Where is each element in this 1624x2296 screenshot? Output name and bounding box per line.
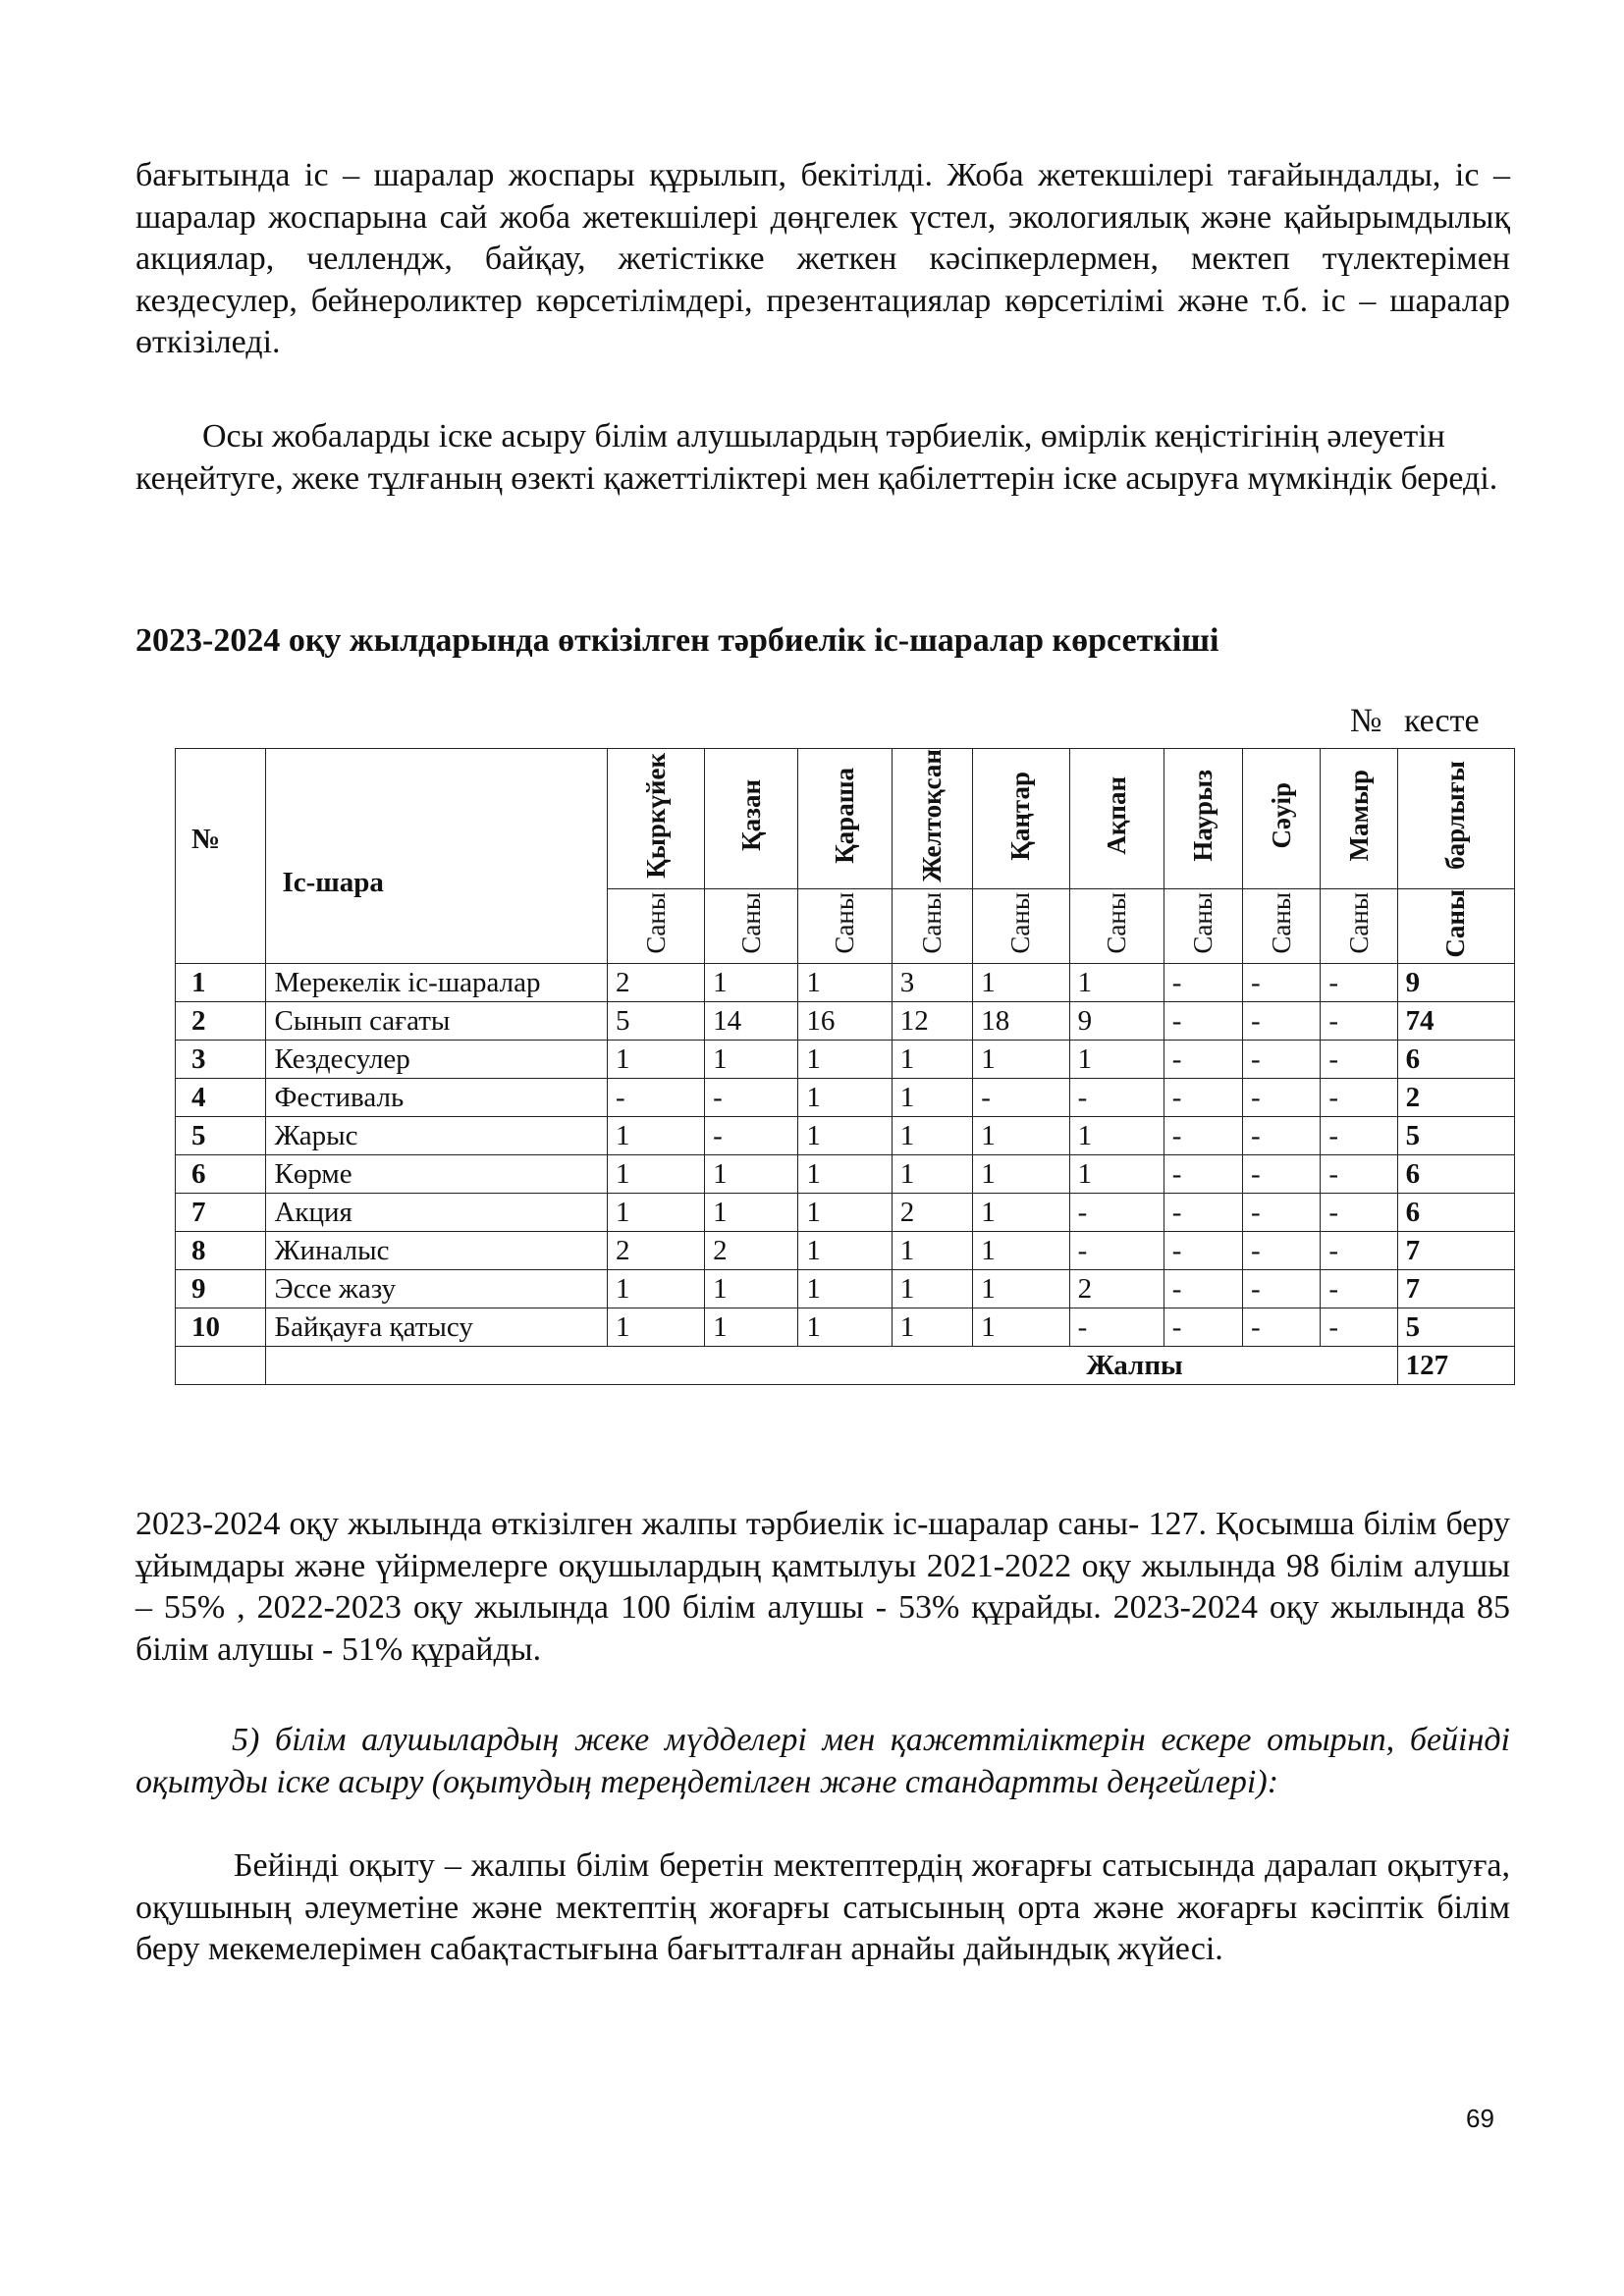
row-month-value: 1 bbox=[1069, 1155, 1164, 1194]
row-month-value: - bbox=[973, 1079, 1069, 1117]
row-month-value: 1 bbox=[798, 1117, 892, 1155]
row-month-value: 1 bbox=[973, 964, 1069, 1002]
row-month-value: 1 bbox=[892, 1079, 973, 1117]
table-row bbox=[176, 1194, 1515, 1232]
row-month-value: 1 bbox=[973, 1155, 1069, 1194]
row-month-value: 1 bbox=[798, 1041, 892, 1079]
table-caption: № кесте bbox=[1350, 703, 1480, 739]
header-month-label: Қазан bbox=[735, 779, 766, 852]
header-month bbox=[1397, 749, 1514, 889]
row-month-value: - bbox=[1069, 1308, 1164, 1347]
row-total: 9 bbox=[1397, 964, 1514, 1002]
row-month-value: 2 bbox=[607, 1232, 704, 1270]
header-count bbox=[892, 888, 973, 964]
row-month-value: 2 bbox=[705, 1232, 798, 1270]
row-month-value: 1 bbox=[973, 1041, 1069, 1079]
row-total: 7 bbox=[1397, 1270, 1514, 1308]
row-month-value: - bbox=[705, 1079, 798, 1117]
header-count-label: Саны bbox=[1440, 888, 1471, 958]
row-month-value: - bbox=[1164, 1117, 1242, 1155]
header-month bbox=[1164, 749, 1242, 889]
row-month-value: - bbox=[1243, 1155, 1321, 1194]
row-month-value: 1 bbox=[798, 964, 892, 1002]
row-month-value: 5 bbox=[607, 1002, 704, 1041]
row-total: 7 bbox=[1397, 1232, 1514, 1270]
header-month bbox=[798, 749, 892, 889]
row-number: 3 bbox=[176, 1041, 266, 1079]
row-event-name: Акция bbox=[266, 1194, 607, 1232]
row-event-name: Жарыс bbox=[266, 1117, 607, 1155]
table-row bbox=[176, 1155, 1515, 1194]
row-month-value: 3 bbox=[892, 964, 973, 1002]
header-month bbox=[892, 749, 973, 889]
row-month-value: - bbox=[1164, 1308, 1242, 1347]
header-count bbox=[1069, 888, 1164, 964]
row-month-value: 1 bbox=[607, 1270, 704, 1308]
row-month-value: 1 bbox=[973, 1232, 1069, 1270]
header-count bbox=[1321, 888, 1397, 964]
header-count-label: Саны bbox=[1005, 892, 1036, 954]
section-heading: 2023-2024 оқу жылдарында өткізілген тәрбиелік іс-шаралар көрсеткіші bbox=[135, 622, 1219, 659]
table-row bbox=[176, 1041, 1515, 1079]
row-month-value: - bbox=[1069, 1232, 1164, 1270]
row-total: 5 bbox=[1397, 1308, 1514, 1347]
row-month-value: - bbox=[1243, 1270, 1321, 1308]
row-month-value: - bbox=[1321, 1002, 1397, 1041]
row-month-value: 1 bbox=[892, 1232, 973, 1270]
paragraph-projects: бағытында іс – шаралар жоспары құрылып, бекітілді. Жоба жетекшілері тағайындалды, іс – шаралар жоспарына сай жоба жетекшілері дөңгелек үстел, экологиялық және қайырымдылық акциялар, челлендж, байқау, жетістікке жеткен кәсіпкерлермен, мектеп түлектерімен кездесулер, бейнероликтер көрсетілімдері, презентациялар көрсетілімі және т.б. іс – шаралар өткізіледі. bbox=[135, 157, 1510, 360]
row-month-value: - bbox=[1321, 1041, 1397, 1079]
row-month-value: - bbox=[1243, 1194, 1321, 1232]
row-total: 6 bbox=[1397, 1194, 1514, 1232]
table-header-row bbox=[176, 749, 1515, 889]
row-number: 9 bbox=[176, 1270, 266, 1308]
row-month-value: 1 bbox=[798, 1155, 892, 1194]
row-month-value: 1 bbox=[798, 1270, 892, 1308]
row-month-value: 1 bbox=[973, 1194, 1069, 1232]
table-row bbox=[176, 1232, 1515, 1270]
row-month-value: - bbox=[1321, 1308, 1397, 1347]
row-month-value: 1 bbox=[892, 1117, 973, 1155]
header-month-label: Желтоқсан bbox=[917, 749, 947, 882]
row-month-value: 1 bbox=[892, 1041, 973, 1079]
row-month-value: - bbox=[1321, 1194, 1397, 1232]
header-month bbox=[1069, 749, 1164, 889]
row-total: 74 bbox=[1397, 1002, 1514, 1041]
row-number: 2 bbox=[176, 1002, 266, 1041]
row-event-name: Жиналыс bbox=[266, 1232, 607, 1270]
row-month-value: 1 bbox=[705, 1270, 798, 1308]
row-month-value: 2 bbox=[1069, 1270, 1164, 1308]
table-row bbox=[176, 964, 1515, 1002]
row-month-value: 1 bbox=[607, 1117, 704, 1155]
header-count bbox=[973, 888, 1069, 964]
row-month-value: 1 bbox=[705, 1041, 798, 1079]
header-month bbox=[973, 749, 1069, 889]
row-month-value: 1 bbox=[1069, 964, 1164, 1002]
row-number: 10 bbox=[176, 1308, 266, 1347]
table-row bbox=[176, 1117, 1515, 1155]
row-month-value: 1 bbox=[892, 1155, 973, 1194]
row-month-value: - bbox=[1243, 1232, 1321, 1270]
row-month-value: - bbox=[607, 1079, 704, 1117]
header-count bbox=[607, 888, 704, 964]
row-total: 6 bbox=[1397, 1041, 1514, 1079]
row-month-value: 1 bbox=[705, 964, 798, 1002]
row-month-value: 1 bbox=[798, 1194, 892, 1232]
header-count-label: Саны bbox=[640, 892, 671, 954]
header-count-label: Саны bbox=[917, 892, 947, 954]
row-month-value: 1 bbox=[607, 1155, 704, 1194]
header-count-label: Саны bbox=[830, 892, 860, 954]
header-number: № bbox=[176, 749, 266, 964]
paragraph-implementation: Осы жобаларды іске асыру білім алушылардың тәрбиелік, өмірлік кеңістігінің әлеуетін кеңейтуге, жеке тұлғаның өзекті қажеттіліктері мен қабілеттерін іске асыруға мүмкіндік береді. bbox=[135, 418, 1498, 497]
paragraph-summary: 2023-2024 оқу жылында өткізілген жалпы тәрбиелік іс-шаралар саны- 127. Қосымша білім беру ұйымдары және үйірмелерге оқушылардың қамтылуы 2021-2022 оқу жылында 98 білім алушы – 55% , 2022-2023 оқу жылында 100 білім алушы - 53% құрайды. 2023-2024 оқу жылында 85 білім алушы - 51% құрайды. bbox=[135, 1506, 1510, 1668]
row-month-value: 1 bbox=[1069, 1117, 1164, 1155]
row-number: 5 bbox=[176, 1117, 266, 1155]
row-month-value: - bbox=[1243, 1002, 1321, 1041]
header-month-label: Қаңтар bbox=[1005, 771, 1036, 861]
header-event: Іс-шара bbox=[266, 749, 607, 964]
header-count-label: Саны bbox=[1101, 892, 1131, 954]
header-count-label: Саны bbox=[735, 892, 766, 954]
row-month-value: - bbox=[1321, 1117, 1397, 1155]
row-month-value: - bbox=[1321, 1232, 1397, 1270]
header-month-label: Қыркүйек bbox=[640, 752, 671, 879]
header-month-label: Ақпан bbox=[1101, 776, 1131, 855]
row-number: 7 bbox=[176, 1194, 266, 1232]
row-event-name: Көрме bbox=[266, 1155, 607, 1194]
header-count-label: Саны bbox=[1187, 892, 1218, 954]
row-total: 6 bbox=[1397, 1155, 1514, 1194]
row-month-value: 2 bbox=[892, 1194, 973, 1232]
row-month-value: 1 bbox=[892, 1270, 973, 1308]
row-month-value: 1 bbox=[973, 1117, 1069, 1155]
row-month-value: - bbox=[1321, 1270, 1397, 1308]
header-month-label: Наурыз bbox=[1187, 770, 1218, 862]
row-month-value: 1 bbox=[798, 1308, 892, 1347]
header-count bbox=[1164, 888, 1242, 964]
row-number: 6 bbox=[176, 1155, 266, 1194]
row-month-value: 1 bbox=[973, 1308, 1069, 1347]
total-label: Жалпы bbox=[266, 1347, 1397, 1385]
row-month-value: 1 bbox=[798, 1079, 892, 1117]
header-month bbox=[1243, 749, 1321, 889]
row-month-value: - bbox=[1243, 964, 1321, 1002]
row-number: 8 bbox=[176, 1232, 266, 1270]
header-count bbox=[705, 888, 798, 964]
row-month-value: - bbox=[1321, 1155, 1397, 1194]
row-month-value: - bbox=[1164, 1232, 1242, 1270]
header-month bbox=[705, 749, 798, 889]
row-event-name: Эссе жазу bbox=[266, 1270, 607, 1308]
row-month-value: 9 bbox=[1069, 1002, 1164, 1041]
row-month-value: 1 bbox=[798, 1232, 892, 1270]
page-number: 69 bbox=[1466, 2104, 1494, 2133]
row-event-name: Сынып сағаты bbox=[266, 1002, 607, 1041]
row-month-value: - bbox=[705, 1117, 798, 1155]
header-count bbox=[1397, 888, 1514, 964]
row-total: 2 bbox=[1397, 1079, 1514, 1117]
row-month-value: 1 bbox=[607, 1308, 704, 1347]
row-month-value: 18 bbox=[973, 1002, 1069, 1041]
header-month-label: Қараша bbox=[830, 767, 860, 864]
row-month-value: - bbox=[1164, 964, 1242, 1002]
row-month-value: - bbox=[1069, 1079, 1164, 1117]
row-month-value: - bbox=[1164, 1270, 1242, 1308]
row-total: 5 bbox=[1397, 1117, 1514, 1155]
table-row bbox=[176, 1079, 1515, 1117]
events-table bbox=[175, 748, 1515, 1385]
table-row bbox=[176, 1270, 1515, 1308]
row-month-value: 12 bbox=[892, 1002, 973, 1041]
row-event-name: Кездесулер bbox=[266, 1041, 607, 1079]
row-month-value: 1 bbox=[607, 1041, 704, 1079]
row-month-value: - bbox=[1243, 1041, 1321, 1079]
row-month-value: - bbox=[1321, 1079, 1397, 1117]
header-count-label: Саны bbox=[1266, 892, 1296, 954]
row-event-name: Байқауға қатысу bbox=[266, 1308, 607, 1347]
header-month-label: Сәуір bbox=[1266, 782, 1296, 849]
row-month-value: - bbox=[1164, 1194, 1242, 1232]
row-month-value: - bbox=[1164, 1002, 1242, 1041]
paragraph-profile-heading: 5) білім алушылардың жеке мүдделері мен қажеттіліктерін ескере отырып, бейінді оқытуды іске асыру (оқытудың тереңдетілген және стандартты деңгейлері): bbox=[135, 1722, 1510, 1800]
header-count-label: Саны bbox=[1343, 892, 1374, 954]
row-month-value: - bbox=[1321, 964, 1397, 1002]
row-month-value: 2 bbox=[607, 964, 704, 1002]
row-month-value: - bbox=[1164, 1041, 1242, 1079]
row-number: 4 bbox=[176, 1079, 266, 1117]
row-month-value: - bbox=[1069, 1194, 1164, 1232]
header-month bbox=[607, 749, 704, 889]
table-row bbox=[176, 1308, 1515, 1347]
row-month-value: 14 bbox=[705, 1002, 798, 1041]
paragraph-profile-definition: Бейінді оқыту – жалпы білім беретін мектептердің жоғарғы сатысында даралап оқытуға, оқушының әлеуметіне және мектептің жоғарғы сатысының орта және жоғарғы кәсіптік білім беру мекемелерімен сабақтастығына бағытталған арнайы дайындық жүйесі. bbox=[135, 1847, 1510, 1967]
row-month-value: 1 bbox=[973, 1270, 1069, 1308]
total-empty-cell bbox=[176, 1347, 266, 1385]
row-month-value: 1 bbox=[607, 1194, 704, 1232]
grand-total: 127 bbox=[1397, 1347, 1514, 1385]
row-month-value: 1 bbox=[1069, 1041, 1164, 1079]
row-month-value: 16 bbox=[798, 1002, 892, 1041]
row-month-value: - bbox=[1243, 1308, 1321, 1347]
header-month-label: барлығы bbox=[1440, 761, 1471, 871]
row-month-value: - bbox=[1243, 1117, 1321, 1155]
header-count bbox=[1243, 888, 1321, 964]
header-month bbox=[1321, 749, 1397, 889]
row-month-value: 1 bbox=[705, 1155, 798, 1194]
row-number: 1 bbox=[176, 964, 266, 1002]
row-event-name: Мерекелік іс-шаралар bbox=[266, 964, 607, 1002]
row-month-value: 1 bbox=[705, 1194, 798, 1232]
header-count bbox=[798, 888, 892, 964]
row-month-value: 1 bbox=[705, 1308, 798, 1347]
table-row bbox=[176, 1002, 1515, 1041]
table-total-row bbox=[176, 1347, 1515, 1385]
row-event-name: Фестиваль bbox=[266, 1079, 607, 1117]
row-month-value: - bbox=[1164, 1079, 1242, 1117]
row-month-value: 1 bbox=[892, 1308, 973, 1347]
row-month-value: - bbox=[1164, 1155, 1242, 1194]
header-month-label: Мамыр bbox=[1343, 770, 1374, 862]
row-month-value: - bbox=[1243, 1079, 1321, 1117]
